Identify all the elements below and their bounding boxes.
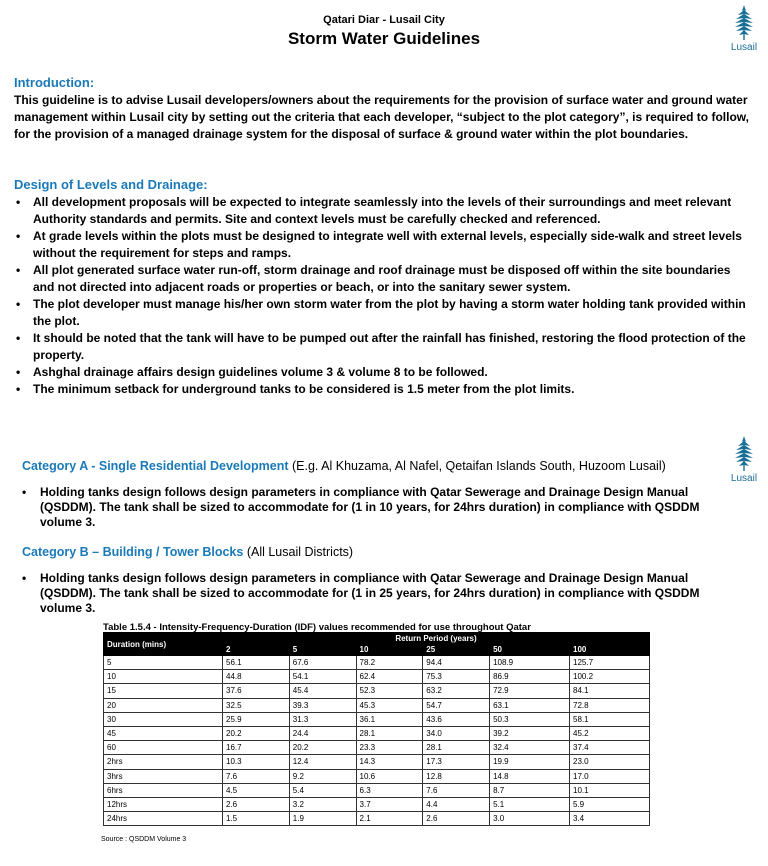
- duration-cell: 3hrs: [104, 769, 223, 783]
- intensity-cell: 32.4: [490, 741, 570, 755]
- intensity-cell: 39.2: [490, 726, 570, 740]
- intensity-cell: 9.2: [289, 769, 356, 783]
- intensity-cell: 14.8: [490, 769, 570, 783]
- return-period-column: 2: [223, 644, 290, 656]
- intensity-cell: 23.3: [356, 741, 423, 755]
- introduction-text: This guideline is to advise Lusail developers/owners about the requirements for the provision of surface water and ground water management within Lusail city by setting out the criteria that each developer, “subject to the plot category”, is required to follow, for the provision of a managed drainage system for the disposal of surface & ground water within the plot boundaries.: [14, 93, 750, 141]
- list-item: • It should be noted that the tank will have to be pumped out after the rainfall has finished, restoring the flood protection of the property.: [14, 330, 754, 364]
- intensity-cell: 56.1: [223, 656, 290, 670]
- lusail-logo: [724, 4, 764, 53]
- intensity-cell: 17.3: [423, 755, 490, 769]
- levels-drainage-heading: Design of Levels and Drainage:: [14, 177, 208, 192]
- idf-table-body: [104, 656, 650, 826]
- intensity-cell: 10.3: [223, 755, 290, 769]
- intensity-cell: 43.6: [423, 712, 490, 726]
- intensity-cell: 6.3: [356, 783, 423, 797]
- table-row: [104, 712, 650, 726]
- duration-cell: 20: [104, 698, 223, 712]
- intensity-cell: 52.3: [356, 684, 423, 698]
- category-a-note: (E.g. Al Khuzama, Al Nafel, Qetaifan Islands South, Huzoom Lusail): [288, 459, 666, 473]
- return-period-header: Return Period (years): [223, 633, 650, 644]
- intensity-cell: 24.4: [289, 726, 356, 740]
- return-period-column: 5: [289, 644, 356, 656]
- intensity-cell: 3.2: [289, 797, 356, 811]
- duration-cell: 2hrs: [104, 755, 223, 769]
- return-period-column: 25: [423, 644, 490, 656]
- duration-cell: 5: [104, 656, 223, 670]
- duration-cell: 60: [104, 741, 223, 755]
- intensity-cell: 3.4: [570, 812, 650, 826]
- category-a-heading: [22, 459, 666, 473]
- intensity-cell: 2.6: [423, 812, 490, 826]
- intensity-cell: 5.9: [570, 797, 650, 811]
- intensity-cell: 37.6: [223, 684, 290, 698]
- duration-cell: 6hrs: [104, 783, 223, 797]
- category-b-name: Category B – Building / Tower Blocks: [22, 545, 244, 559]
- table-row: [104, 769, 650, 783]
- intensity-cell: 25.9: [223, 712, 290, 726]
- return-period-column: 100: [570, 644, 650, 656]
- category-a-bullet: • Holding tanks design follows design parameters in compliance with Qatar Sewerage and Drainage Design Manual (QSDDM). The tank shall be sized to accommodate for (1 in 10 years, for 24hrs duration) in compliance with QSDDM volume 3.: [22, 485, 712, 530]
- table-row: [104, 726, 650, 740]
- intensity-cell: 12.4: [289, 755, 356, 769]
- table-row: [104, 684, 650, 698]
- intensity-cell: 23.0: [570, 755, 650, 769]
- intensity-cell: 28.1: [423, 741, 490, 755]
- intensity-cell: 7.6: [423, 783, 490, 797]
- return-period-column: 10: [356, 644, 423, 656]
- intensity-cell: 125.7: [570, 656, 650, 670]
- intensity-cell: 44.8: [223, 670, 290, 684]
- introduction-heading: Introduction:: [14, 75, 95, 90]
- table-row: [104, 741, 650, 755]
- list-item: • Ashghal drainage affairs design guidelines volume 3 & volume 8 to be followed.: [14, 364, 754, 381]
- intensity-cell: 7.6: [223, 769, 290, 783]
- intensity-cell: 63.2: [423, 684, 490, 698]
- intensity-cell: 31.3: [289, 712, 356, 726]
- document-title: Storm Water Guidelines: [287, 29, 481, 48]
- intensity-cell: 54.7: [423, 698, 490, 712]
- duration-cell: 30: [104, 712, 223, 726]
- intensity-cell: 34.0: [423, 726, 490, 740]
- list-item: • All plot generated surface water run-off, storm drainage and roof drainage must be disposed off within the site boundaries and not directed into adjacent roads or properties or beach, or into the sanitary sewer system.: [14, 262, 754, 296]
- intensity-cell: 14.3: [356, 755, 423, 769]
- table-row: [104, 812, 650, 826]
- intensity-cell: 3.0: [490, 812, 570, 826]
- intensity-cell: 37.4: [570, 741, 650, 755]
- intensity-cell: 50.3: [490, 712, 570, 726]
- list-item: • The plot developer must manage his/her own storm water from the plot by having a storm water holding tank provided within the plot.: [14, 296, 754, 330]
- table-row: [104, 698, 650, 712]
- intensity-cell: 28.1: [356, 726, 423, 740]
- intensity-cell: 32.5: [223, 698, 290, 712]
- intensity-cell: 12.8: [423, 769, 490, 783]
- intensity-cell: 4.4: [423, 797, 490, 811]
- table-row: [104, 670, 650, 684]
- return-period-column: 50: [490, 644, 570, 656]
- intensity-cell: 19.9: [490, 755, 570, 769]
- intensity-cell: 36.1: [356, 712, 423, 726]
- lusail-logo: [724, 435, 764, 484]
- duration-cell: 10: [104, 670, 223, 684]
- intensity-cell: 54.1: [289, 670, 356, 684]
- table-row: [104, 797, 650, 811]
- intensity-cell: 63.1: [490, 698, 570, 712]
- table-row: [104, 656, 650, 670]
- intensity-cell: 4.5: [223, 783, 290, 797]
- duration-cell: 24hrs: [104, 812, 223, 826]
- intensity-cell: 10.6: [356, 769, 423, 783]
- list-item: • At grade levels within the plots must be designed to integrate well with external levels, especially side-walk and street levels without the requirement for steps and ramps.: [14, 228, 754, 262]
- intensity-cell: 1.5: [223, 812, 290, 826]
- intensity-cell: 8.7: [490, 783, 570, 797]
- table-row: [104, 783, 650, 797]
- intensity-cell: 86.9: [490, 670, 570, 684]
- idf-table-title: Table 1.5.4 - Intensity-Frequency-Duration (IDF) values recommended for use throughout Qatar: [103, 622, 531, 633]
- intensity-cell: 2.6: [223, 797, 290, 811]
- list-item: • All development proposals will be expected to integrate seamlessly into the levels of their surroundings and meet relevant Authority standards and permits. Site and context levels must be carefully checked and referenced.: [14, 194, 754, 228]
- intensity-cell: 20.2: [289, 741, 356, 755]
- palm-leaf-icon: [731, 435, 757, 473]
- category-a-name: Category A - Single Residential Development: [22, 459, 289, 473]
- intensity-cell: 2.1: [356, 812, 423, 826]
- intensity-cell: 45.3: [356, 698, 423, 712]
- intensity-cell: 72.8: [570, 698, 650, 712]
- logo-text: Lusail: [730, 42, 758, 53]
- table-row: [104, 755, 650, 769]
- intensity-cell: 78.2: [356, 656, 423, 670]
- intensity-cell: 10.1: [570, 783, 650, 797]
- intensity-cell: 72.9: [490, 684, 570, 698]
- intensity-cell: 62.4: [356, 670, 423, 684]
- intensity-cell: 5.1: [490, 797, 570, 811]
- palm-leaf-icon: [731, 4, 757, 42]
- list-item: • The minimum setback for underground tanks to be considered is 1.5 meter from the plot limits.: [14, 381, 754, 398]
- duration-cell: 45: [104, 726, 223, 740]
- document-subtitle: Qatari Diar - Lusail City: [323, 14, 445, 26]
- category-b-note: (All Lusail Districts): [243, 545, 354, 559]
- intensity-cell: 39.3: [289, 698, 356, 712]
- intensity-cell: 1.9: [289, 812, 356, 826]
- intensity-cell: 108.9: [490, 656, 570, 670]
- duration-cell: 15: [104, 684, 223, 698]
- intensity-cell: 67.6: [289, 656, 356, 670]
- intensity-cell: 94.4: [423, 656, 490, 670]
- intensity-cell: 45.4: [289, 684, 356, 698]
- duration-header: Duration (mins): [104, 633, 223, 656]
- category-b-heading: [22, 545, 353, 559]
- intensity-cell: 5.4: [289, 783, 356, 797]
- levels-drainage-list: [14, 194, 754, 398]
- table-source: Source : QSDDM Volume 3: [101, 836, 187, 843]
- intensity-cell: 100.2: [570, 670, 650, 684]
- intensity-cell: 20.2: [223, 726, 290, 740]
- intensity-cell: 75.3: [423, 670, 490, 684]
- logo-text: Lusail: [730, 473, 758, 484]
- intensity-cell: 17.0: [570, 769, 650, 783]
- intensity-cell: 84.1: [570, 684, 650, 698]
- duration-cell: 12hrs: [104, 797, 223, 811]
- intensity-cell: 3.7: [356, 797, 423, 811]
- intensity-cell: 16.7: [223, 741, 290, 755]
- category-b-bullet: • Holding tanks design follows design parameters in compliance with Qatar Sewerage and Drainage Design Manual (QSDDM). The tank shall be sized to accommodate for (1 in 25 years, for 24hrs duration) in compliance with QSDDM volume 3.: [22, 571, 712, 616]
- intensity-cell: 45.2: [570, 726, 650, 740]
- intensity-cell: 58.1: [570, 712, 650, 726]
- idf-table: [103, 632, 650, 826]
